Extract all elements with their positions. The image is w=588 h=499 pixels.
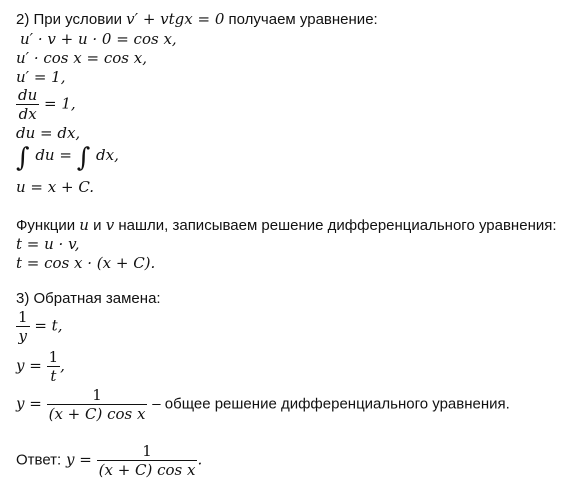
fraction-numerator: 1	[18, 308, 28, 326]
fraction-numerator: 1	[92, 386, 102, 404]
general-solution-fraction	[47, 386, 148, 423]
equation-3: u′ = 1,	[16, 68, 66, 86]
integral-left: du =	[35, 146, 72, 164]
fraction-denominator: (x + C) cos x	[98, 461, 196, 479]
fraction-numerator: 1	[142, 442, 152, 460]
equation-lhs: y =	[16, 356, 42, 375]
integral-right: dx,	[96, 146, 119, 164]
heading-condition: v′ + vtgx = 0	[126, 10, 225, 28]
heading-prefix: 2) При условии	[16, 11, 122, 28]
equation-t2: t = cos x · (x + C).	[16, 254, 156, 272]
answer-label: Ответ:	[16, 451, 62, 469]
fraction-denominator: dx	[16, 104, 39, 123]
functions-sentence	[16, 216, 557, 235]
answer-end: .	[197, 450, 203, 469]
equation-2: u′ · cos x = cos x,	[16, 49, 147, 67]
equation-4	[16, 86, 76, 123]
equation-general-solution	[16, 386, 510, 423]
equation-y-equals-1-over-t	[16, 348, 65, 385]
equation-lhs: y =	[16, 394, 42, 413]
fraction-denominator: t	[47, 366, 61, 385]
fraction-numerator: 1	[48, 348, 59, 366]
integral-sign: ∫	[16, 143, 30, 173]
general-solution-note: – общее решение дифференциального уравнения.	[152, 395, 510, 413]
equation-7: u = x + C.	[16, 178, 95, 196]
heading-suffix: получаем уравнение:	[228, 11, 378, 28]
text-b: и	[93, 217, 102, 234]
section-2-heading	[16, 10, 378, 29]
equation-rhs: = 1,	[44, 94, 76, 113]
equation-1-over-y	[16, 308, 62, 345]
du-dx-fraction	[16, 86, 39, 123]
answer-fraction	[97, 442, 198, 479]
equation-1: u′ · v + u · 0 = cos x,	[20, 30, 177, 48]
text-a: Функции	[16, 217, 76, 234]
one-over-t-fraction	[47, 348, 61, 385]
text-c: нашли, записываем решение дифференциального уравнения:	[118, 217, 557, 234]
section-3-heading: 3) Обратная замена:	[16, 290, 161, 307]
equation-5: du = dx,	[16, 124, 81, 142]
answer-lhs: y =	[66, 450, 92, 469]
fraction-numerator: du	[18, 86, 38, 104]
integral-sign: ∫	[76, 143, 91, 173]
var-u: u	[79, 216, 89, 234]
equation-6	[16, 143, 119, 173]
equation-rhs: ,	[60, 356, 65, 375]
one-over-y-fraction	[16, 308, 30, 345]
fraction-denominator: y	[16, 326, 30, 345]
var-v: v	[105, 216, 115, 234]
equation-t1: t = u · v,	[16, 235, 80, 253]
equation-rhs: = t,	[34, 316, 63, 335]
answer-line	[16, 442, 202, 479]
fraction-denominator: (x + C) cos x	[48, 405, 146, 423]
